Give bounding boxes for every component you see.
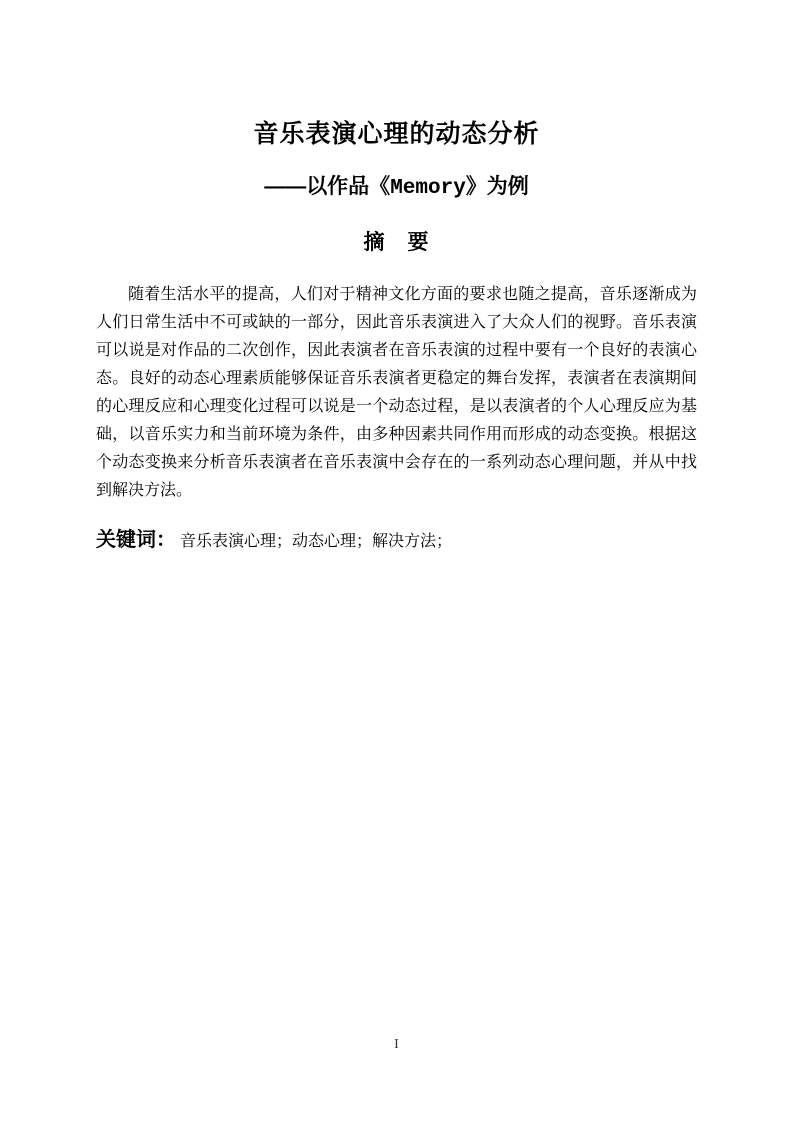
abstract-paragraph: 随着生活水平的提高，人们对于精神文化方面的要求也随之提高，音乐逐渐成为人们日常生活中不可或缺的一部分，因此音乐表演进入了大众人们的视野。音乐表演可以说是对作品的二次创作，因此表演者在音乐表演的过程中要有一个良好的表演心态。良好的动态心理素质能够保证音乐表演者更稳定的舞台发挥，表演者在表演期间的心理反应和心理变化过程可以说是一个动态过程，是以表演者的个人心理反应为基础，以音乐实力和当前环境为条件，由多种因素共同作用而形成的动态变换。根据这个动态变换来分析音乐表演者在音乐表演中会存在的一系列动态心理问题，并从中找到解决方法。 [96,286,697,499]
subtitle-prefix: ——以作品《 [264,175,391,198]
document-subtitle [96,172,697,203]
subtitle-work-title: Memory [390,177,466,200]
document-title: 音乐表演心理的动态分析 [253,120,540,148]
subtitle-suffix: 》为例 [465,175,529,198]
abstract-heading: 摘 要 [363,231,430,254]
keywords-text: 音乐表演心理；动态心理；解决方法； [180,533,453,550]
keywords-label: 关键词： [96,529,176,551]
page-number: I [394,1037,399,1052]
page-content [96,0,697,556]
keywords-line [96,526,697,556]
